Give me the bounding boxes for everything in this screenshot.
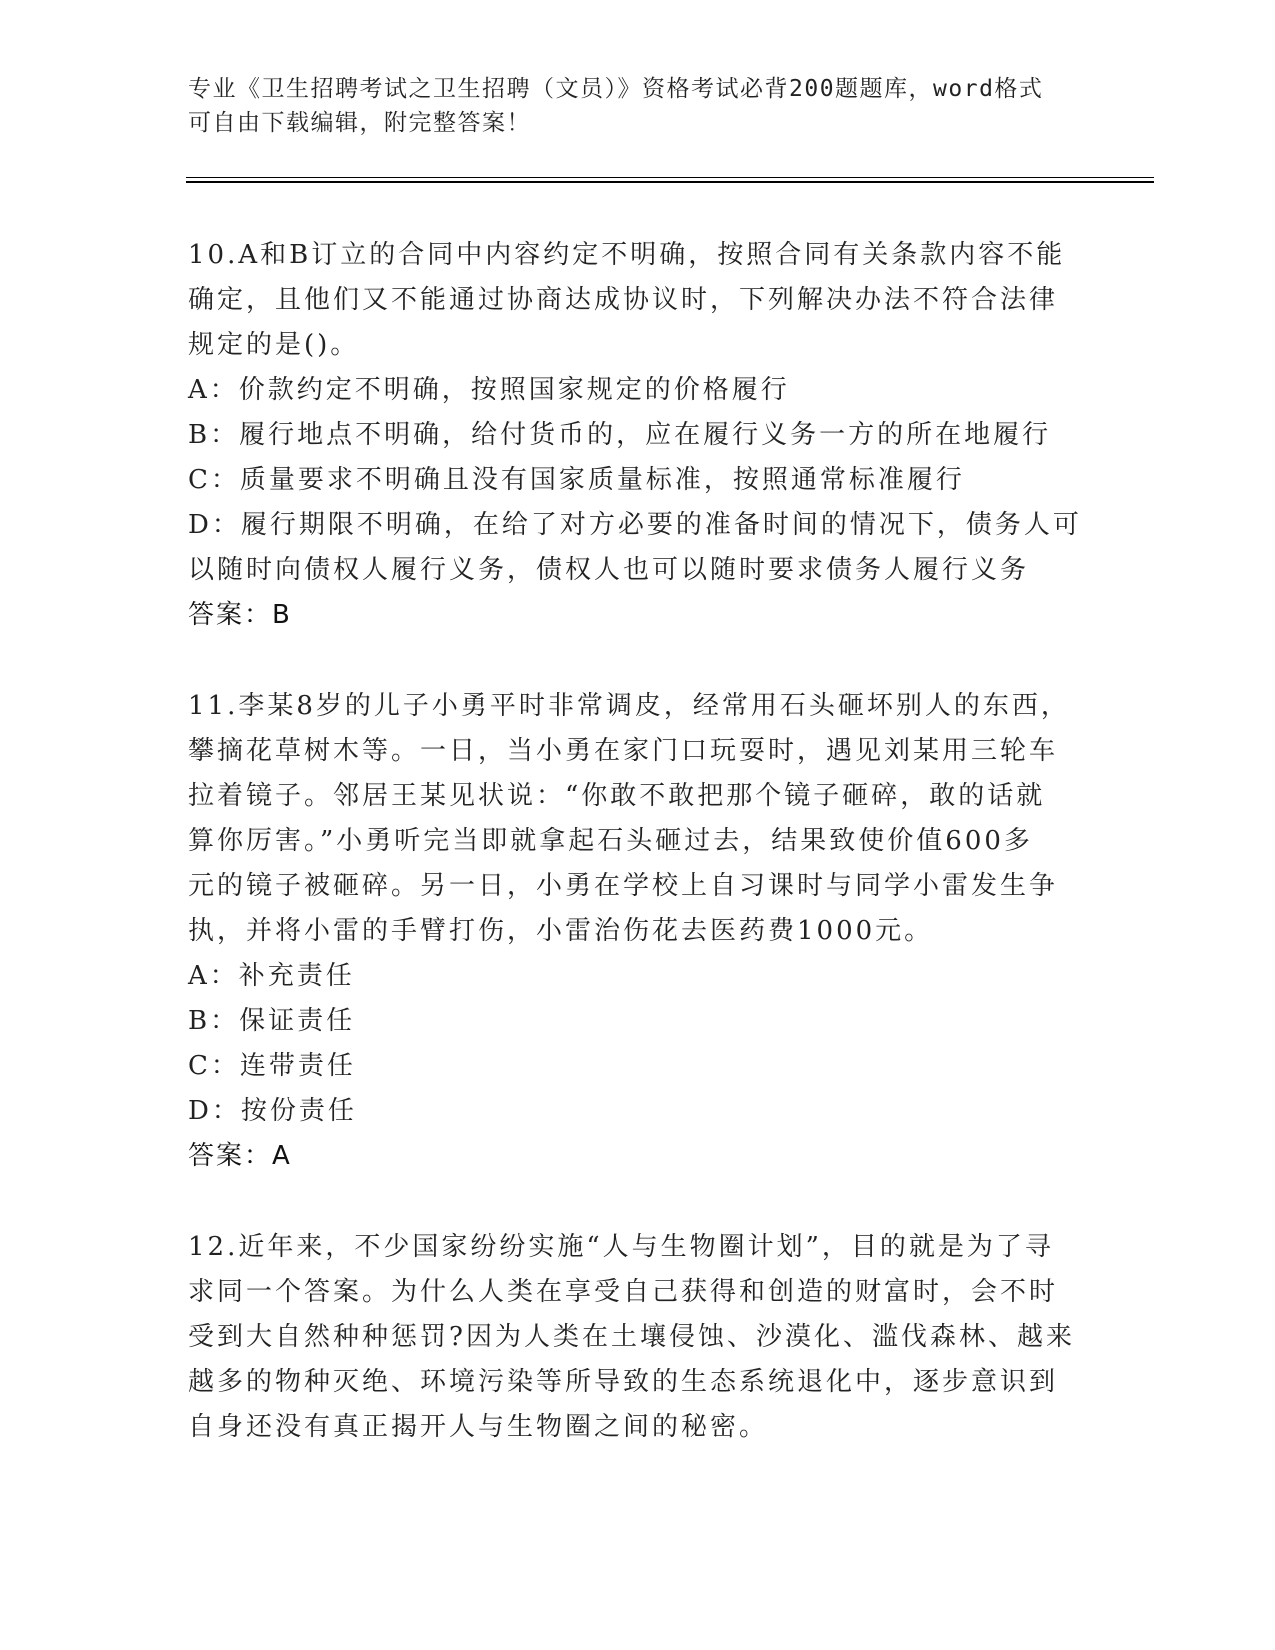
question-stem-line: 规定的是()。	[188, 330, 360, 360]
question-stem-line: 确定，且他们又不能通过协商达成协议时，下列解决办法不符合法律	[188, 285, 1059, 315]
option-b: B：履行地点不明确，给付货币的，应在履行义务一方的所在地履行	[188, 420, 1052, 450]
option-d-continued: 以随时向债权人履行义务，债权人也可以随时要求债务人履行义务	[188, 555, 1030, 585]
question-stem-line: 受到大自然种种惩罚?因为人类在土壤侵蚀、沙漠化、滥伐森林、越来	[188, 1322, 1075, 1352]
question-stem-line: 求同一个答案。为什么人类在享受自己获得和创造的财富时，会不时	[188, 1277, 1059, 1307]
option-d: D：按份责任	[188, 1096, 357, 1126]
question-stem-line: 10.A和B订立的合同中内容约定不明确，按照合同有关条款内容不能	[188, 240, 1066, 270]
option-c: C：连带责任	[188, 1051, 356, 1081]
header-line: 可自由下载编辑，附完整答案！	[188, 110, 531, 136]
header-divider-thin	[186, 177, 1154, 178]
question-stem-line: 执，并将小雷的手臂打伤，小雷治伤花去医药费1000元。	[188, 916, 934, 946]
question-stem-line: 11.李某8岁的儿子小勇平时非常调皮，经常用石头砸坏别人的东西，	[188, 691, 1070, 721]
answer-label: 答案：B	[188, 600, 292, 630]
option-b: B：保证责任	[188, 1006, 356, 1036]
question-stem-line: 算你厉害。”小勇听完当即就拿起石头砸过去，结果致使价值600多	[188, 826, 1033, 856]
header-divider-thick	[186, 181, 1154, 183]
question-list	[188, 233, 1088, 1496]
question-12	[188, 1225, 1088, 1450]
answer-label: 答案：A	[188, 1141, 292, 1171]
question-stem-line: 越多的物种灭绝、环境污染等所导致的生态系统退化中，逐步意识到	[188, 1367, 1059, 1397]
question-stem-line: 攀摘花草树木等。一日，当小勇在家门口玩耍时，遇见刘某用三轮车	[188, 736, 1059, 766]
question-10	[188, 233, 1088, 638]
question-stem-line: 元的镜子被砸碎。另一日，小勇在学校上自习课时与同学小雷发生争	[188, 871, 1059, 901]
document-header	[188, 72, 1068, 140]
question-stem-line: 12.近年来，不少国家纷纷实施“人与生物圈计划”，目的就是为了寻	[188, 1232, 1054, 1262]
option-a: A：价款约定不明确，按照国家规定的价格履行	[188, 375, 790, 405]
question-stem-line: 拉着镜子。邻居王某见状说：“你敢不敢把那个镜子砸碎，敢的话就	[188, 781, 1046, 811]
option-a: A：补充责任	[188, 961, 355, 991]
header-line: 专业《卫生招聘考试之卫生招聘（文员）》资格考试必背200题题库，word格式	[188, 76, 1044, 102]
option-d: D：履行期限不明确，在给了对方必要的准备时间的情况下，债务人可	[188, 510, 1082, 540]
option-c: C：质量要求不明确且没有国家质量标准，按照通常标准履行	[188, 465, 965, 495]
question-stem-line: 自身还没有真正揭开人与生物圈之间的秘密。	[188, 1412, 769, 1442]
question-11	[188, 684, 1088, 1179]
